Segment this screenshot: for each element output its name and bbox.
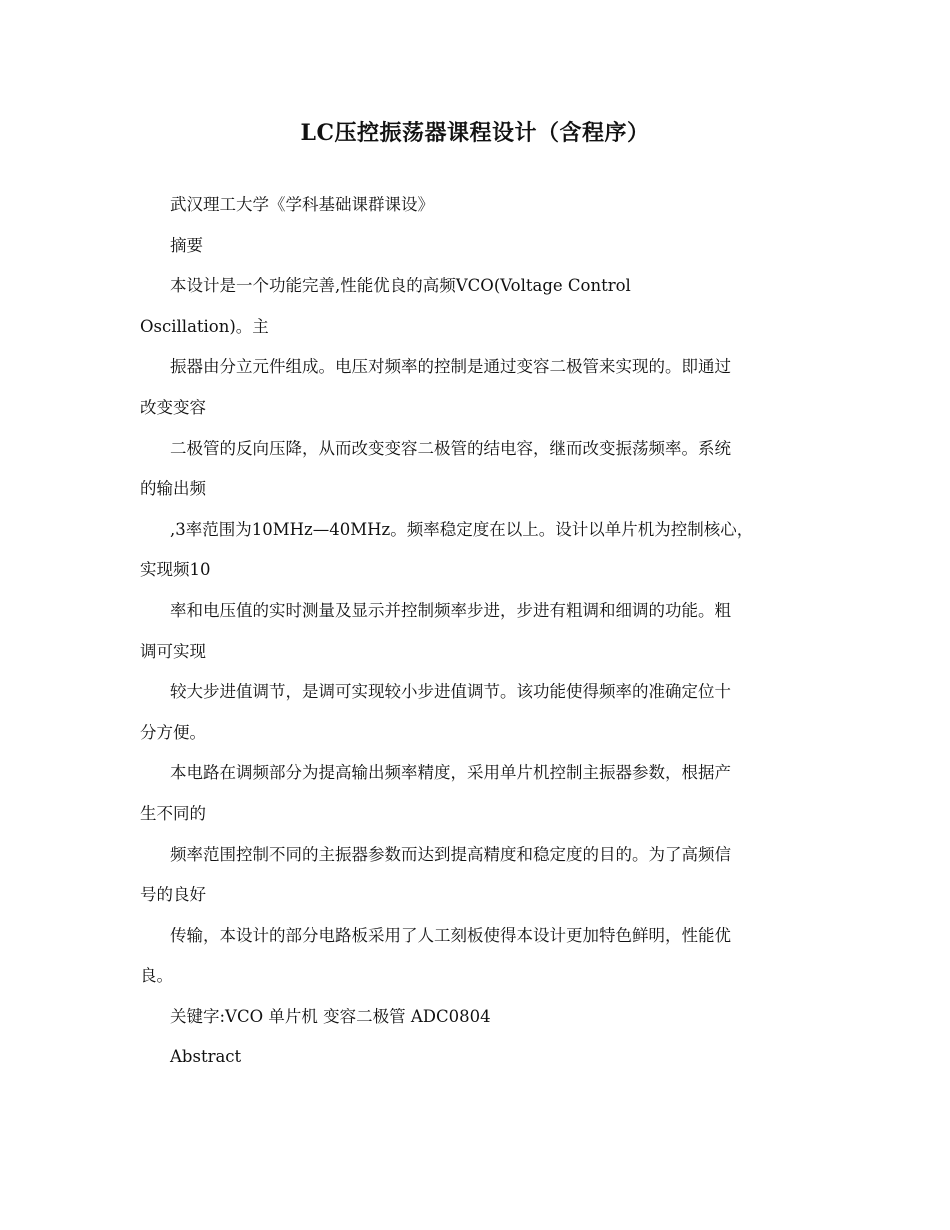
keywords-line: 关键字:VCO 单片机 变容二极管 ADC0804 bbox=[170, 1006, 491, 1026]
paragraph-line: 调可实现 bbox=[140, 641, 206, 661]
paragraph-line: 号的良好 bbox=[140, 885, 206, 905]
paragraph-line: 的输出频 bbox=[140, 479, 206, 499]
paragraph-line: 振器由分立元件组成。电压对频率的控制是通过变容二极管来实现的。即通过 bbox=[170, 357, 731, 377]
paragraph-line: 二极管的反向压降，从而改变变容二极管的结电容，继而改变振荡频率。系统 bbox=[170, 438, 731, 458]
paragraph-line: 生不同的 bbox=[140, 803, 206, 823]
paragraph-line: 频率范围控制不同的主振器参数而达到提高精度和稳定度的目的。为了高频信 bbox=[170, 844, 731, 864]
paragraph-line: 本设计是一个功能完善,性能优良的高频VCO(Voltage Control bbox=[170, 276, 631, 296]
document-body bbox=[140, 185, 810, 1078]
paragraph-line: 本电路在调频部分为提高输出频率精度，采用单片机控制主振器参数，根据产 bbox=[170, 763, 731, 783]
paragraph-line: 较大步进值调节，是调可实现较小步进值调节。该功能使得频率的准确定位十 bbox=[170, 682, 731, 702]
abstract-heading: 摘要 bbox=[170, 235, 203, 255]
paragraph-line: 改变变容 bbox=[140, 397, 206, 417]
paragraph-line: 分方便。 bbox=[140, 722, 206, 742]
english-abstract-heading: Abstract bbox=[170, 1047, 242, 1067]
paragraph-line: Oscillation)。主 bbox=[140, 316, 269, 336]
paragraph-line: ,3率范围为10MHz—40MHz。频率稳定度在以上。设计以单片机为控制核心， bbox=[170, 519, 754, 539]
document-title: LC压控振荡器课程设计（含程序） bbox=[300, 120, 650, 146]
paragraph-line: 传输，本设计的部分电路板采用了人工刻板使得本设计更加特色鲜明，性能优 bbox=[170, 925, 731, 945]
paragraph-line: 率和电压值的实时测量及显示并控制频率步进，步进有粗调和细调的功能。粗 bbox=[170, 600, 731, 620]
paragraph-line: 实现频10 bbox=[140, 560, 211, 580]
paragraph-line: 良。 bbox=[140, 966, 173, 986]
subtitle-line: 武汉理工大学《学科基础课群课设》 bbox=[170, 195, 434, 214]
